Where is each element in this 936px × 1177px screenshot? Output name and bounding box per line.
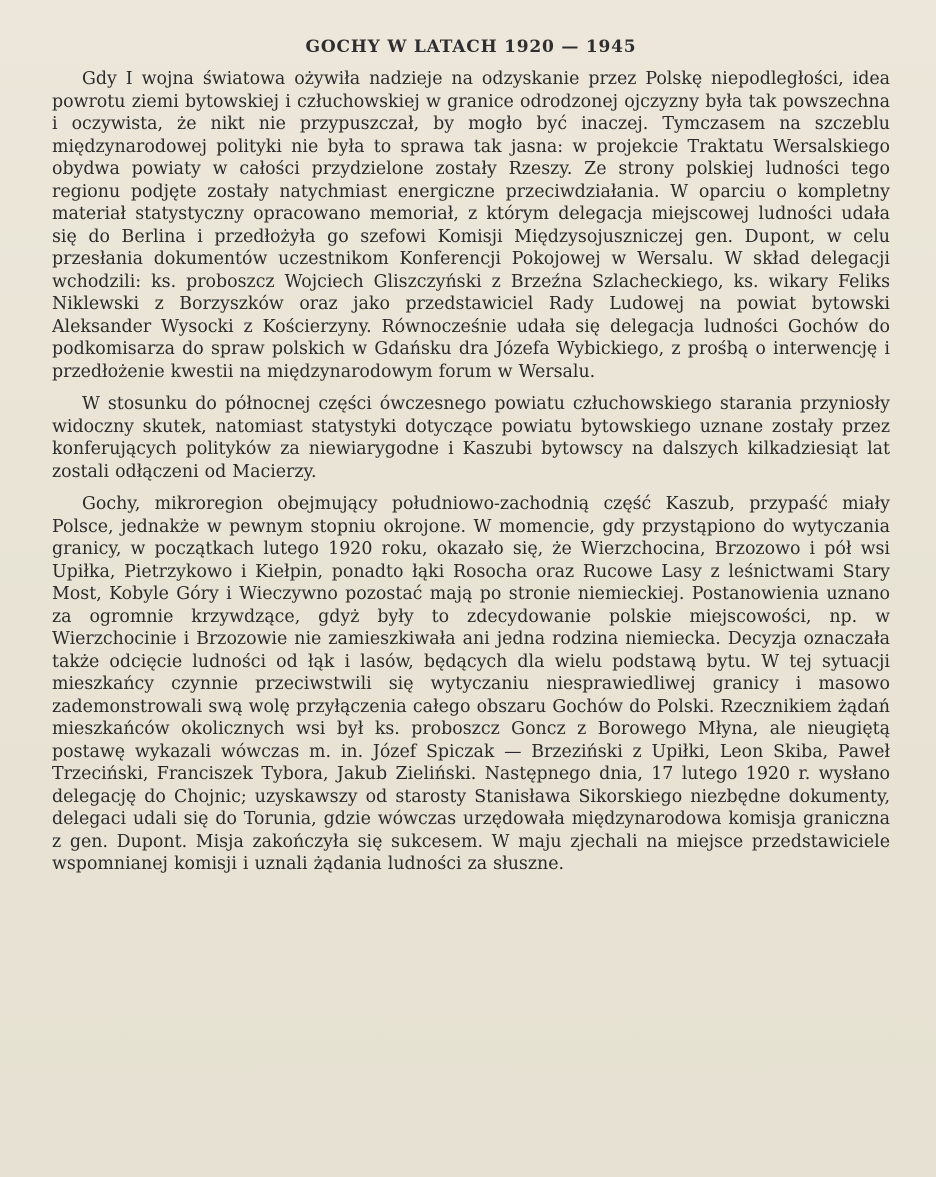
paragraph-2: W stosunku do północnej części ówczesnego powiatu człuchowskiego starania przyniosły widoczny skutek, natomiast statystyki dotyczące powiatu bytowskiego uznane zostały przez konferujących polityków za niewiarygodne i Kaszubi bytowscy na dalszych kilkadziesiąt lat zostali odłączeni od Macierzy. <box>52 394 890 482</box>
paragraph-3: Gochy, mikroregion obejmujący południowo-zachodnią część Kaszub, przypaść miały Polsce, jednakże w pewnym stopniu okrojone. W momencie, gdy przystąpiono do wytyczania granicy, w początkach lutego 1920 roku, okazało się, że Wierzchocina, Brzozowo i pół wsi Upiłka, Pietrzykowo i Kiełpin, ponadto łąki Rosocha oraz Rucowe Lasy z leśnictwami Stary Most, Kobyle Góry i Wieczywno pozostać mają po stronie niemieckiej. Postanowienia uznano za ogromnie krzywdzące, gdyż były to zdecydowanie polskie miejscowości, np. w Wierzchocinie i Brzozowie nie zamieszkiwała ani jedna rodzina niemiecka. Decyzja oznaczała także odcięcie ludności od łąk i lasów, będących dla wielu podstawą bytu. W tej sytuacji mieszkańcy czynnie przeciwstwili się wytyczaniu niesprawiedliwej granicy i masowo zademonstrowali swą wolę przyłączenia całego obszaru Gochów do Polski. Rzecznikiem żądań mieszkańców okolicznych wsi był ks. proboszcz Goncz z Borowego Młyna, ale nieugiętą postawę wykazali wówczas m. in. Józef Spiczak — Brzeziński z Upiłki, Leon Skiba, Paweł Trzeciński, Franciszek Tybora, Jakub Zieliński. Następnego dnia, 17 lutego 1920 r. wysłano delegację do Chojnic; uzyskawszy od starosty Stanisława Sikorskiego niezbędne dokumenty, delegaci udali się do Torunia, gdzie wówczas urzędowała międzynarodowa komisja graniczna z gen. Dupont. Misja zakończyła się sukcesem. W maju zjechali na miejsce przedstawiciele wspomnianej komisji i uznali żądania ludności za słuszne. <box>52 494 890 874</box>
paragraph-1: Gdy I wojna światowa ożywiła nadzieje na odzyskanie przez Polskę niepodległości, idea powrotu ziemi bytowskiej i człuchowskiej w granice odrodzonej ojczyzny była tak powszechna i oczywista, że nikt nie przypuszczał, by mogło być inaczej. Tymczasem na szczeblu międzynarodowej polityki nie była to sprawa tak jasna: w projekcie Traktatu Wersalskiego obydwa powiaty w całości przydzielone zostały Rzeszy. Ze strony polskiej ludności tego regionu podjęte zostały natychmiast energiczne przeciwdziałania. W oparciu o kompletny materiał statystyczny opracowano memoriał, z którym delegacja miejscowej ludności udała się do Berlina i przedłożyła go szefowi Komisji Międzysojuszniczej gen. Dupont, w celu przesłania dokumentów uczestnikom Konferencji Pokojowej w Wersalu. W skład delegacji wchodzili: ks. proboszcz Wojciech Gliszczyński z Brzeźna Szlacheckiego, ks. wikary Feliks Niklewski z Borzyszków oraz jako przedstawiciel Rady Ludowej na powiat bytowski Aleksander Wysocki z Kościerzyny. Równocześnie udała się delegacja ludności Gochów do podkomisarza do spraw polskich w Gdańsku dra Józefa Wybickiego, z prośbą o interwencję i przedłożenie kwestii na międzynarodowym forum w Wersalu. <box>52 69 890 382</box>
article-title: GOCHY W LATACH 1920 — 1945 <box>305 37 637 57</box>
